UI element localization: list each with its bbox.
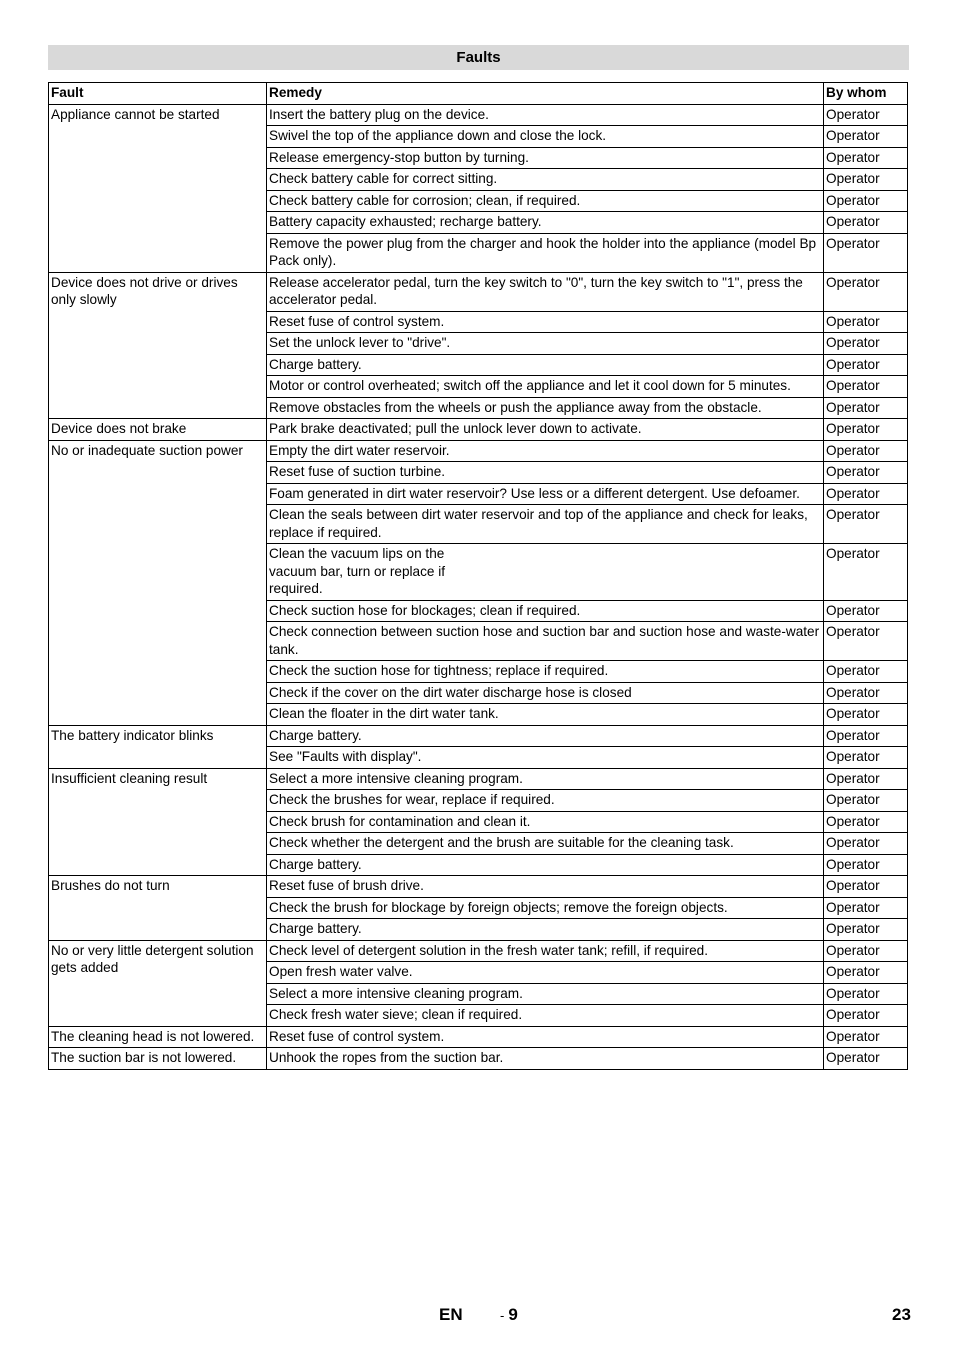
footer-section-page — [500, 1305, 518, 1329]
remedy-cell: Insert the battery plug on the device. — [267, 104, 824, 126]
by-whom-cell: Operator — [824, 622, 908, 661]
header-remedy: Remedy — [267, 83, 824, 105]
by-whom-cell: Operator — [824, 747, 908, 769]
table-row — [49, 876, 908, 898]
table-row — [49, 768, 908, 790]
by-whom-cell: Operator — [824, 212, 908, 234]
remedy-cell: Check the brush for blockage by foreign objects; remove the foreign objects. — [267, 897, 824, 919]
remedy-cell: Reset fuse of brush drive. — [267, 876, 824, 898]
by-whom-cell: Operator — [824, 661, 908, 683]
by-whom-cell: Operator — [824, 962, 908, 984]
remedy-cell: Check battery cable for correct sitting. — [267, 169, 824, 191]
fault-cell: No or inadequate suction power — [49, 440, 267, 725]
by-whom-cell: Operator — [824, 1048, 908, 1070]
by-whom-cell: Operator — [824, 104, 908, 126]
remedy-cell: Remove the power plug from the charger and hook the holder into the appliance (model Bp Pack only). — [267, 233, 824, 272]
table-row — [49, 104, 908, 126]
by-whom-cell: Operator — [824, 505, 908, 544]
fault-cell: Device does not drive or drives only slowly — [49, 272, 267, 419]
by-whom-cell: Operator — [824, 725, 908, 747]
remedy-cell: Check suction hose for blockages; clean if required. — [267, 600, 824, 622]
remedy-cell: Empty the dirt water reservoir. — [267, 440, 824, 462]
by-whom-cell: Operator — [824, 600, 908, 622]
remedy-cell: Charge battery. — [267, 354, 824, 376]
by-whom-cell: Operator — [824, 682, 908, 704]
footer-language: EN — [439, 1305, 463, 1324]
by-whom-cell: Operator — [824, 854, 908, 876]
header-by-whom: By whom — [824, 83, 908, 105]
remedy-cell: Check fresh water sieve; clean if required. — [267, 1005, 824, 1027]
remedy-cell: Reset fuse of control system. — [267, 1026, 824, 1048]
fault-cell: The suction bar is not lowered. — [49, 1048, 267, 1070]
remedy-cell: Check whether the detergent and the brush are suitable for the cleaning task. — [267, 833, 824, 855]
by-whom-cell: Operator — [824, 833, 908, 855]
by-whom-cell: Operator — [824, 1026, 908, 1048]
remedy-cell: Check brush for contamination and clean it. — [267, 811, 824, 833]
remedy-cell: Charge battery. — [267, 919, 824, 941]
remedy-cell: Clean the floater in the dirt water tank. — [267, 704, 824, 726]
by-whom-cell: Operator — [824, 419, 908, 441]
by-whom-cell: Operator — [824, 397, 908, 419]
remedy-cell: Check battery cable for corrosion; clean, if required. — [267, 190, 824, 212]
fault-cell: Device does not brake — [49, 419, 267, 441]
table-row — [49, 440, 908, 462]
by-whom-cell: Operator — [824, 376, 908, 398]
by-whom-cell: Operator — [824, 462, 908, 484]
fault-cell: The cleaning head is not lowered. — [49, 1026, 267, 1048]
by-whom-cell: Operator — [824, 333, 908, 355]
by-whom-cell: Operator — [824, 704, 908, 726]
remedy-cell: Release emergency-stop button by turning. — [267, 147, 824, 169]
by-whom-cell: Operator — [824, 126, 908, 148]
table-row — [49, 272, 908, 311]
footer-dash: - — [500, 1308, 505, 1323]
table-row — [49, 419, 908, 441]
faults-table — [48, 82, 908, 1070]
by-whom-cell: Operator — [824, 233, 908, 272]
by-whom-cell: Operator — [824, 272, 908, 311]
by-whom-cell: Operator — [824, 354, 908, 376]
by-whom-cell: Operator — [824, 790, 908, 812]
remedy-cell: Select a more intensive cleaning program. — [267, 768, 824, 790]
footer-page-number: 23 — [892, 1305, 911, 1324]
remedy-cell: Select a more intensive cleaning program. — [267, 983, 824, 1005]
by-whom-cell: Operator — [824, 544, 908, 601]
remedy-cell: Check connection between suction hose and suction bar and suction hose and waste-water tank. — [267, 622, 824, 661]
table-row — [49, 1026, 908, 1048]
fault-cell: Appliance cannot be started — [49, 104, 267, 272]
remedy-cell: Check the brushes for wear, replace if required. — [267, 790, 824, 812]
by-whom-cell: Operator — [824, 440, 908, 462]
table-row — [49, 940, 908, 962]
remedy-cell: See "Faults with display". — [267, 747, 824, 769]
table-header-row — [49, 83, 908, 105]
remedy-cell: Charge battery. — [267, 854, 824, 876]
remedy-cell: Battery capacity exhausted; recharge battery. — [267, 212, 824, 234]
remedy-cell: Release accelerator pedal, turn the key switch to "0", turn the key switch to "1", press the accelerator pedal. — [267, 272, 824, 311]
remedy-cell: Check level of detergent solution in the fresh water tank; refill, if required. — [267, 940, 824, 962]
remedy-cell: Reset fuse of suction turbine. — [267, 462, 824, 484]
fault-cell: Insufficient cleaning result — [49, 768, 267, 876]
remedy-cell: Remove obstacles from the wheels or push the appliance away from the obstacle. — [267, 397, 824, 419]
remedy-cell: Open fresh water valve. — [267, 962, 824, 984]
by-whom-cell: Operator — [824, 876, 908, 898]
by-whom-cell: Operator — [824, 940, 908, 962]
by-whom-cell: Operator — [824, 311, 908, 333]
remedy-cell: Motor or control overheated; switch off the appliance and let it cool down for 5 minutes. — [267, 376, 824, 398]
table-row — [49, 725, 908, 747]
fault-cell: No or very little detergent solution gets added — [49, 940, 267, 1026]
remedy-cell: Check the suction hose for tightness; replace if required. — [267, 661, 824, 683]
remedy-cell: Foam generated in dirt water reservoir? Use less or a different detergent. Use defoamer. — [267, 483, 824, 505]
by-whom-cell: Operator — [824, 147, 908, 169]
faults-table-body — [49, 104, 908, 1069]
remedy-cell: Charge battery. — [267, 725, 824, 747]
by-whom-cell: Operator — [824, 169, 908, 191]
header-fault: Fault — [49, 83, 267, 105]
remedy-cell: Unhook the ropes from the suction bar. — [267, 1048, 824, 1070]
by-whom-cell: Operator — [824, 190, 908, 212]
fault-cell: Brushes do not turn — [49, 876, 267, 941]
by-whom-cell: Operator — [824, 897, 908, 919]
by-whom-cell: Operator — [824, 768, 908, 790]
remedy-cell: Check if the cover on the dirt water discharge hose is closed — [267, 682, 824, 704]
footer-section-page-number: 9 — [508, 1305, 518, 1324]
by-whom-cell: Operator — [824, 983, 908, 1005]
table-row — [49, 1048, 908, 1070]
fault-cell: The battery indicator blinks — [49, 725, 267, 768]
remedy-cell: Park brake deactivated; pull the unlock lever down to activate. — [267, 419, 824, 441]
remedy-cell: Swivel the top of the appliance down and close the lock. — [267, 126, 824, 148]
section-title: Faults — [48, 45, 909, 70]
remedy-cell: Clean the seals between dirt water reservoir and top of the appliance and check for leaks, replace if required. — [267, 505, 824, 544]
by-whom-cell: Operator — [824, 811, 908, 833]
by-whom-cell: Operator — [824, 1005, 908, 1027]
by-whom-cell: Operator — [824, 483, 908, 505]
remedy-cell: Reset fuse of control system. — [267, 311, 824, 333]
by-whom-cell: Operator — [824, 919, 908, 941]
remedy-cell: Clean the vacuum lips on the vacuum bar, turn or replace if required. — [267, 544, 824, 601]
remedy-cell: Set the unlock lever to "drive". — [267, 333, 824, 355]
